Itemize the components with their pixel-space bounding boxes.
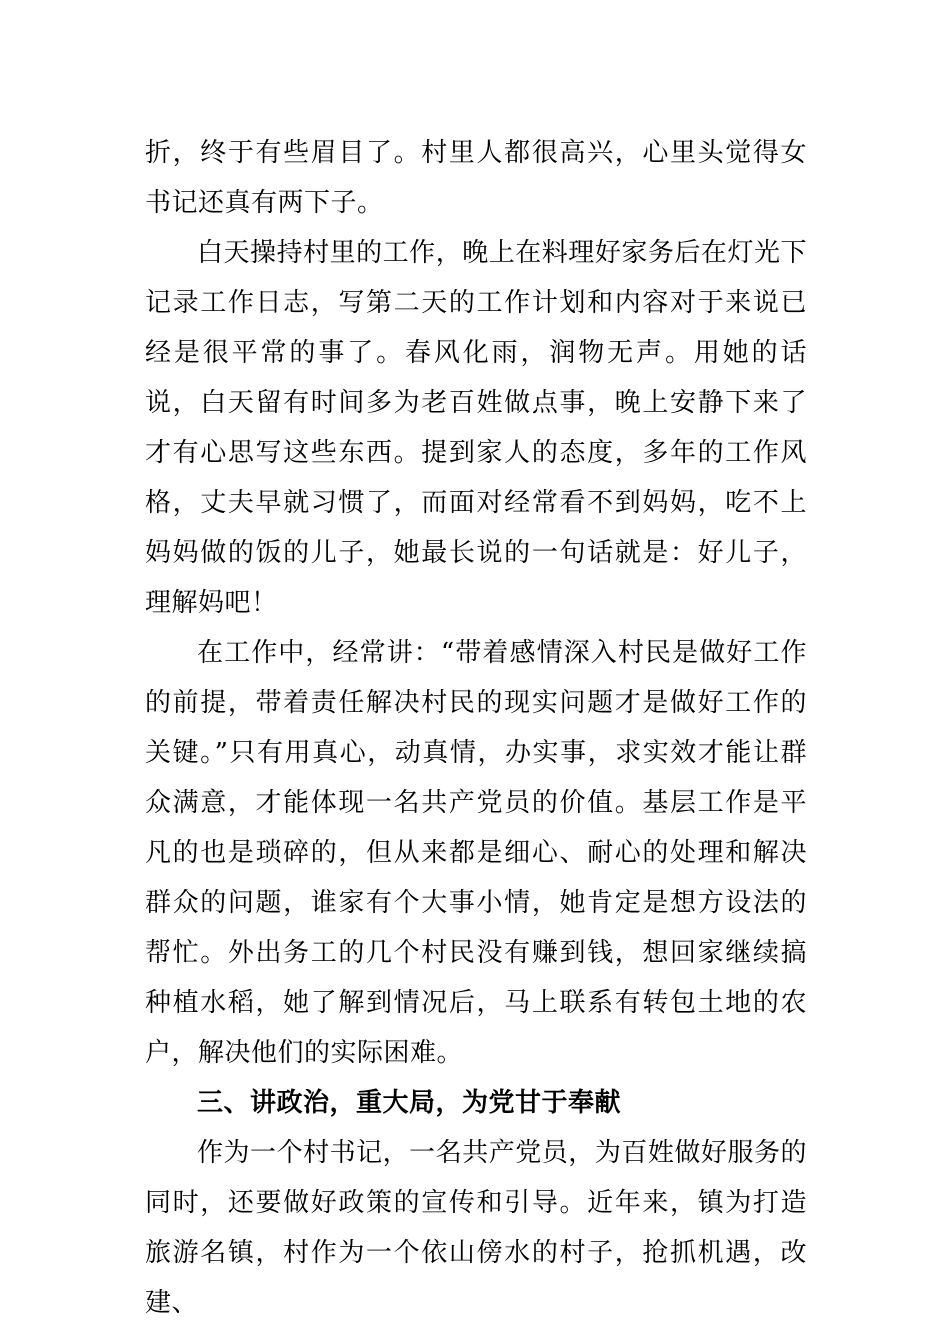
paragraph-continued: 折，终于有些眉目了。村里人都很高兴，心里头觉得女书记还真有两下子。 (145, 138, 807, 218)
paragraph-work-attitude: 在工作中，经常讲：“带着感情深入村民是做好工作的前提，带着责任解决村民的现实问题才是做好工作的关键。”只有用真心，动真情，办实事，求实效才能让群众满意，才能体现一名共产党员的价值。基层工作是平凡的也是琐碎的，但从来都是细心、耐心的处理和解决群众的问题，谁家有个大事小情，她肯定是想方设法的帮忙。外出务工的几个村民没有赚到钱，想回家继续搞种植水稻，她了解到情况后，马上联系有转包土地的农户，解决他们的实际困难。 (145, 638, 807, 1068)
document-page (145, 128, 807, 1328)
section-heading: 三、讲政治，重大局，为党甘于奉献 (197, 1088, 622, 1118)
paragraph-policy: 作为一个村书记，一名共产党员，为百姓做好服务的同时，还要做好政策的宣传和引导。近年来，镇为打造旅游名镇，村作为一个依山傍水的村子，抢抓机遇，改建、 (145, 1138, 807, 1318)
paragraph-daily-work: 白天操持村里的工作，晚上在料理好家务后在灯光下记录工作日志，写第二天的工作计划和内容对于来说已经是很平常的事了。春风化雨，润物无声。用她的话说，白天留有时间多为老百姓做点事，晚上安静下来了才有心思写这些东西。提到家人的态度，多年的工作风格，丈夫早就习惯了，而面对经常看不到妈妈，吃不上妈妈做的饭的儿子，她最长说的一句话就是：好儿子，理解妈吧！ (145, 238, 807, 618)
